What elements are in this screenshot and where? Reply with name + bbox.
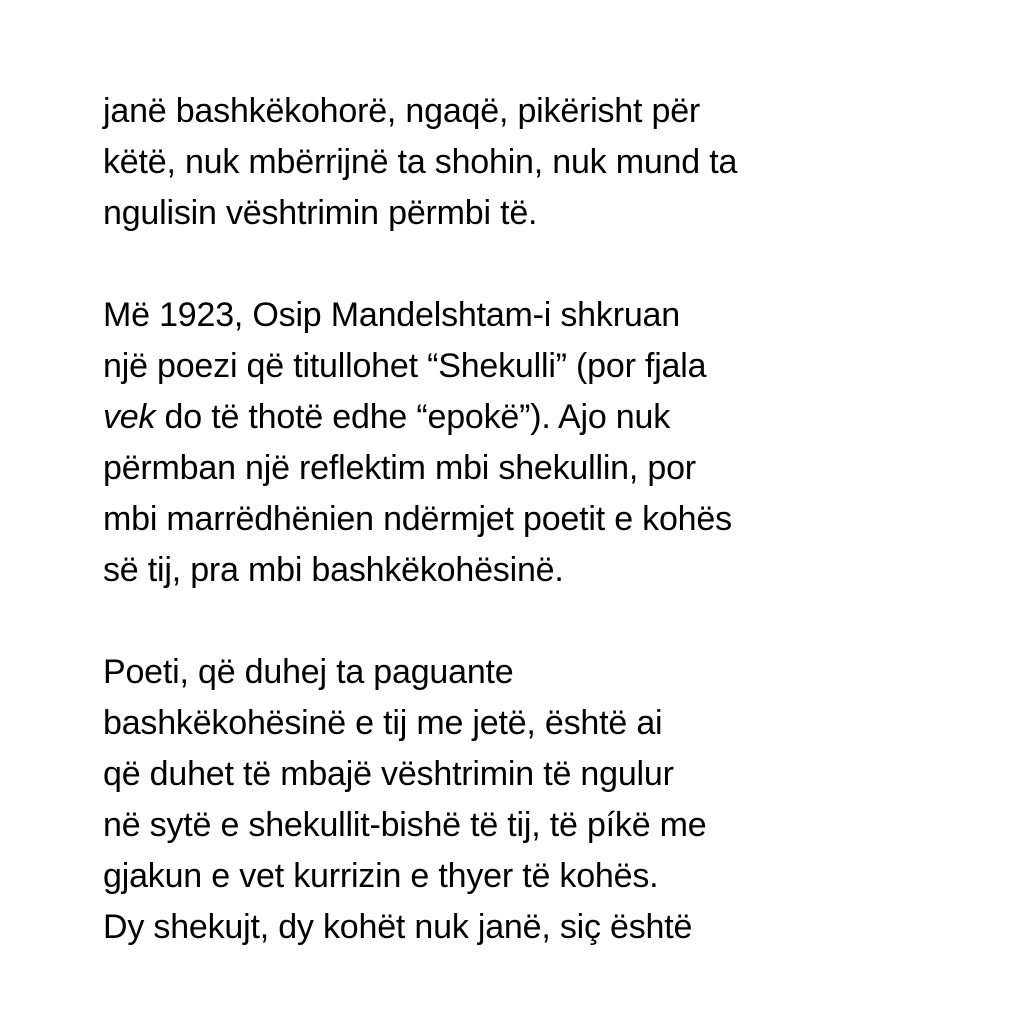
text-line: këtë, nuk mbërrijnë ta shohin, nuk mund ta [103,143,738,181]
text-line: ngulisin vështrimin përmbi të. [103,194,538,232]
paragraph-1 [103,86,924,239]
text-line: janë bashkëkohorë, ngaqë, pikërisht për [103,92,701,130]
text-line: Dy shekujt, dy kohët nuk janë, siç është [103,908,693,946]
paragraph-2 [103,290,924,596]
italic-word: vek [103,398,156,436]
text-line: që duhet të mbajë vështrimin të ngulur [103,755,674,793]
text-line: mbi marrëdhënien ndërmjet poetit e kohës [103,500,732,538]
text-line: gjakun e vet kurrizin e thyer të kohës. [103,857,659,895]
text-line: së tij, pra mbi bashkëkohësinë. [103,551,564,589]
text-line: bashkëkohësinë e tij me jetë, është ai [103,704,663,742]
text-line: Poeti, që duhej ta paguante [103,653,514,691]
text-line-with-italic [103,392,924,443]
text-line: Më 1923, Osip Mandelshtam-i shkruan [103,296,680,334]
text-line: përmban një reflektim mbi shekullin, por [103,449,696,487]
paragraph-3 [103,647,924,953]
text-line: një poezi që titullohet “Shekulli” (por fjala [103,347,707,385]
text-line: në sytë e shekullit-bishë të tij, të píkë me [103,806,707,844]
text-line-remainder: do të thotë edhe “epokë”). Ajo nuk [155,398,671,436]
